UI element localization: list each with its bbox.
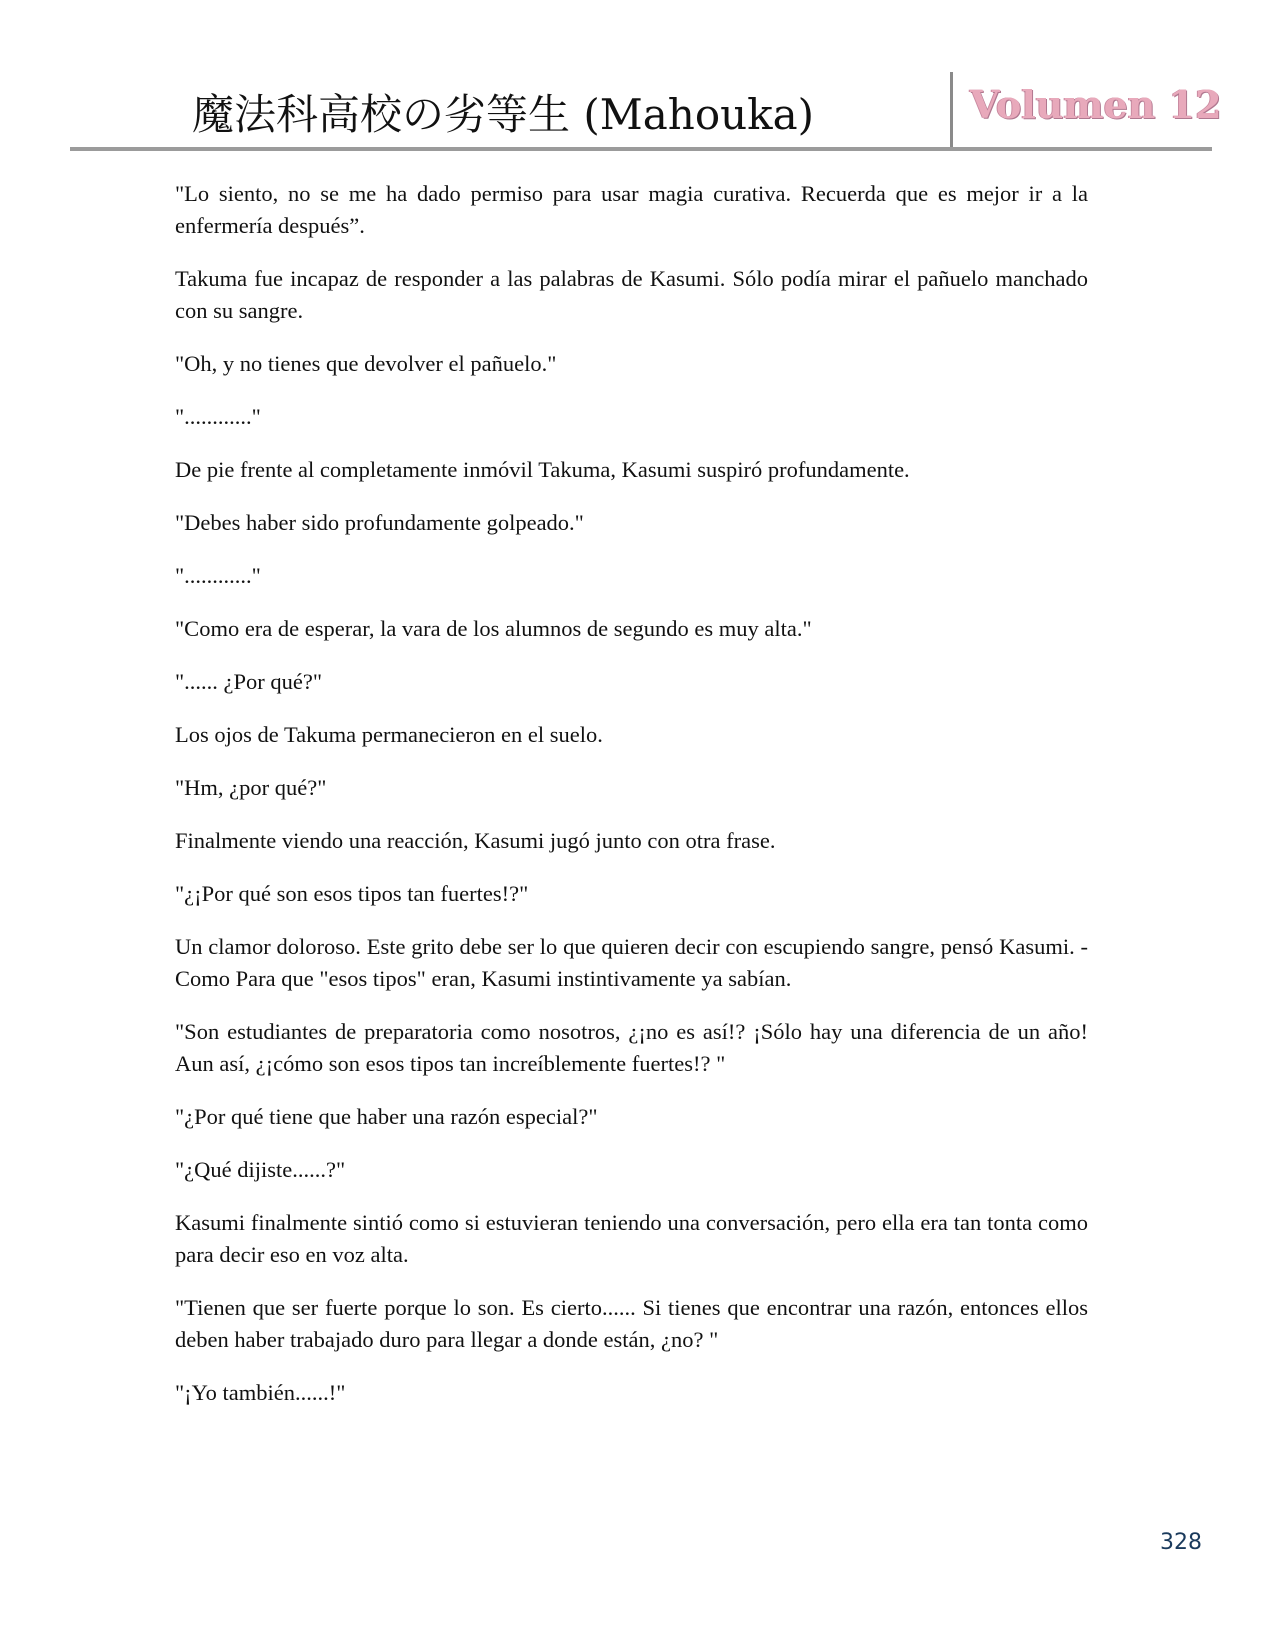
header-rule [70, 147, 1212, 151]
header-divider [950, 72, 953, 150]
book-title: 魔法科高校の劣等生 (Mahouka) [192, 90, 815, 139]
paragraph: "Hm, ¿por qué?" [175, 775, 327, 800]
paragraph: "Como era de esperar, la vara de los alumnos de segundo es muy alta." [175, 616, 812, 641]
page-header [70, 70, 1222, 150]
paragraph: Un clamor doloroso. Este grito debe ser lo que quieren decir con escupiendo sangre, pensó Kasumi. -Como Para que "esos tipos" eran, Kasumi instintivamente ya sabían. [175, 934, 1088, 991]
paragraph: "Son estudiantes de preparatoria como nosotros, ¿¡no es así!? ¡Sólo hay una diferencia de un año! Aun así, ¿¡cómo son esos tipos tan increíblemente fuertes!? " [175, 1019, 1088, 1076]
page-body [175, 178, 1088, 1430]
paragraph: "Tienen que ser fuerte porque lo son. Es cierto...... Si tienes que encontrar una razón, entonces ellos deben haber trabajado duro para llegar a donde están, ¿no? " [175, 1295, 1088, 1352]
volume-label: Volumen 12 [970, 82, 1222, 127]
paragraph: De pie frente al completamente inmóvil Takuma, Kasumi suspiró profundamente. [175, 457, 910, 482]
paragraph: "Lo siento, no se me ha dado permiso para usar magia curativa. Recuerda que es mejor ir a la enfermería después”. [175, 181, 1088, 238]
paragraph: Kasumi finalmente sintió como si estuvieran teniendo una conversación, pero ella era tan tonta como para decir eso en voz alta. [175, 1210, 1088, 1267]
paragraph: "¡Yo también......!" [175, 1380, 346, 1405]
paragraph: Takuma fue incapaz de responder a las palabras de Kasumi. Sólo podía mirar el pañuelo manchado con su sangre. [175, 266, 1088, 323]
paragraph: "¿Qué dijiste......?" [175, 1157, 346, 1182]
paragraph: "¿¡Por qué son esos tipos tan fuertes!?" [175, 881, 529, 906]
paragraph: "Debes haber sido profundamente golpeado." [175, 510, 584, 535]
paragraph: "Oh, y no tienes que devolver el pañuelo." [175, 351, 557, 376]
paragraph: "¿Por qué tiene que haber una razón especial?" [175, 1104, 598, 1129]
paragraph: "............" [175, 404, 261, 429]
paragraph: "............" [175, 563, 261, 588]
page-number: 328 [1160, 1530, 1202, 1555]
paragraph: Finalmente viendo una reacción, Kasumi jugó junto con otra frase. [175, 828, 776, 853]
paragraph: "...... ¿Por qué?" [175, 669, 323, 694]
paragraph: Los ojos de Takuma permanecieron en el suelo. [175, 722, 603, 747]
